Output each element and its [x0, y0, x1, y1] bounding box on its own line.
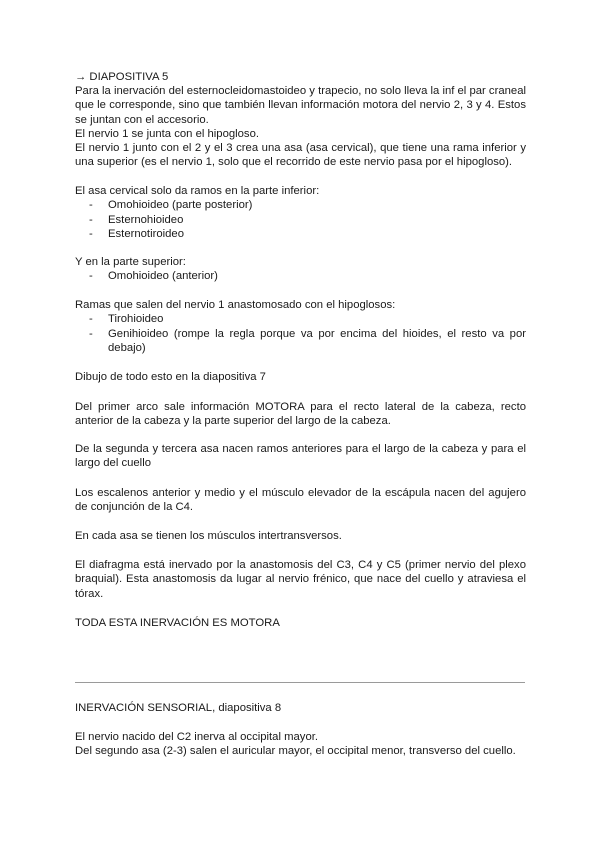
paragraph-text: El diafragma está inervado por la anastomosis del C3, C4 y C5 (primer nervio del plexo braquial). Esta anastomosis da lugar al nervio frénico, que nace del cuello y atraviesa el tórax.	[75, 559, 526, 600]
ramas-list-block	[75, 298, 526, 355]
list-intro: El asa cervical solo da ramos en la parte inferior:	[75, 185, 320, 197]
list-item-text: Genihioideo (rompe la regla porque va por encima del hioides, el resto va por debajo)	[108, 327, 526, 354]
list-item	[75, 198, 526, 212]
paragraph-text: El nervio 1 junto con el 2 y el 3 crea una asa (asa cervical), que tiene una rama inferior y una superior (es el nervio 1, solo que el recorrido de este nervio pasa por el hipogloso).	[75, 142, 526, 169]
list-item	[75, 213, 526, 227]
paragraph-text: Dibujo de todo esto en la diapositiva 7	[75, 371, 266, 383]
list-item	[75, 227, 526, 241]
bullet-dash: -	[89, 213, 93, 226]
horizontal-divider	[75, 682, 525, 683]
bullet-dash: -	[89, 313, 93, 326]
heading-text: → DIAPOSITIVA 5	[75, 71, 169, 83]
list-item	[75, 269, 526, 283]
list-intro: Ramas que salen del nervio 1 anastomosado con el hipoglosos:	[75, 299, 396, 311]
superior-list	[75, 269, 526, 283]
paragraph-text: En cada asa se tienen los músculos intertransversos.	[75, 530, 342, 542]
list-item-text: Esternohioideo	[108, 213, 184, 226]
paragraph-text: Del segundo asa (2-3) salen el auricular mayor, el occipital menor, transverso del cuello.	[75, 745, 516, 758]
superior-list-block	[75, 255, 526, 284]
list-item-text: Omohioideo (anterior)	[108, 270, 218, 283]
section-heading: INERVACIÓN SENSORIAL, diapositiva 8	[75, 702, 282, 714]
list-item-text: Omohioideo (parte posterior)	[108, 199, 253, 212]
paragraph-text: El nervio nacido del C2 inerva al occipital mayor.	[75, 731, 319, 743]
paragraph-text: TODA ESTA INERVACIÓN ES MOTORA	[75, 617, 280, 629]
list-item	[75, 327, 526, 356]
bullet-dash: -	[89, 327, 93, 340]
bullet-dash: -	[89, 199, 93, 212]
list-item-text: Esternotiroideo	[108, 227, 184, 240]
bullet-dash: -	[89, 270, 93, 283]
paragraph-text: Del primer arco sale información MOTORA para el recto lateral de la cabeza, recto anterior de la cabeza y la parte superior del largo de la cabeza.	[75, 401, 526, 428]
ramas-list	[75, 312, 526, 355]
list-item	[75, 312, 526, 326]
section-heading	[75, 70, 526, 84]
list-intro: Y en la parte superior:	[75, 256, 186, 268]
paragraph-text: El nervio 1 se junta con el hipogloso.	[75, 127, 260, 140]
paragraph-text: Para la inervación del esternocleidomastoideo y trapecio, no solo lleva la inf el par craneal que le corresponde, sino que también llevan información motora del nervio 2, 3 y 4. Estos se juntan con el accesorio.	[75, 85, 526, 126]
paragraph-text: De la segunda y tercera asa nacen ramos anteriores para el largo de la cabeza y para el largo del cuello	[75, 443, 526, 470]
inferior-list-block	[75, 184, 526, 241]
bullet-dash: -	[89, 227, 93, 240]
paragraph-text: Los escalenos anterior y medio y el músculo elevador de la escápula nacen del agujero de conjunción de la C4.	[75, 487, 526, 514]
inferior-list	[75, 198, 526, 241]
list-item-text: Tirohioideo	[108, 313, 164, 326]
paragraph	[75, 84, 526, 170]
